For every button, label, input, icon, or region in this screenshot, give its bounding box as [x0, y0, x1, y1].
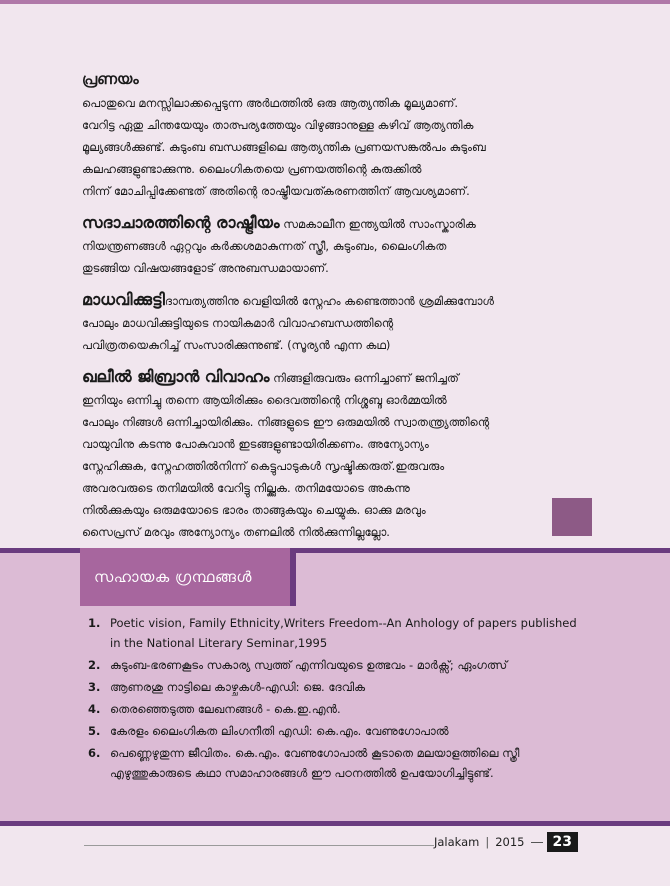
section-title: പ്രണയം	[82, 70, 139, 88]
reference-number: 4.	[88, 702, 101, 716]
reference-text: പെണ്ണെഴുതുന്ന ജീവിതം. കെ.എം. വേണുഗോപാൽ കൂടാതെ മലയാളത്തിലെ സ്ത്രീ എഴുത്തുകാരുടെ കഥാ സമാഹാരങ്ങൾ ഈ പഠനത്തിൽ ഉപയോഗിച്ചിട്ടുണ്ട്.	[110, 746, 520, 780]
paragraph-line: നിൽക്കുകയും ഒരുമയോടെ ഭാരം താങ്ങുകയും ചെയ്യുക. ഓക്കു മരവും	[82, 503, 426, 517]
decorative-accent-box	[552, 498, 592, 536]
paragraph-first-line	[82, 366, 594, 389]
reference-item	[88, 655, 588, 675]
footer-rule	[84, 845, 434, 846]
section-sadacharam	[82, 212, 594, 279]
reference-number: 3.	[88, 680, 101, 694]
references-title: സഹായക ഗ്രന്ഥങ്ങൾ	[94, 568, 252, 586]
reference-text: കുടുംബ-ഭരണകൂടം സകാര്യ സ്വത്ത് എന്നിവയുടെ ഉത്ഭവം - മാർക്സ്; ഏംഗത്സ്	[110, 658, 508, 672]
paragraph-line: ഇനിയും ഒന്നിച്ചു തന്നെ ആയിരിക്കും ദൈവത്തിന്റെ നിശ്ശബ്ദ ഓർമ്മയിൽ	[82, 393, 447, 407]
paragraph-line: പോലും നിങ്ങൾ ഒന്നിച്ചായിരിക്കും. നിങ്ങളുടെ ഈ ഒരുമയിൽ സ്വാതന്ത്ര്യത്തിന്റെ	[82, 415, 490, 429]
reference-number: 5.	[88, 724, 101, 738]
inline-heading: മാധവിക്കുട്ടി	[82, 290, 165, 309]
article-body	[82, 68, 594, 553]
reference-text: തെരഞ്ഞെടുത്ത ലേഖനങ്ങൾ - കെ.ഇ.എൻ.	[110, 702, 341, 716]
publication-name: Jalakam	[433, 835, 480, 849]
paragraph-line: നിയന്ത്രണങ്ങൾ ഏറ്റവും കർക്കശമാകുന്നത് സ്ത്രീ, കുടുംബം, ലൈംഗികത	[82, 239, 447, 253]
paragraph-line: വായുവിനു കടന്നു പോകുവാൻ ഇടങ്ങളുണ്ടായിരിക്കണം. അന്യോന്യം	[82, 437, 429, 451]
paragraph-line: സൈപ്രസ് മരവും അന്യോന്യം തണലിൽ നിൽക്കുന്നില്ലല്ലോ.	[82, 525, 390, 539]
references-panel	[0, 548, 670, 826]
paragraph-line: നിന്ന് മോചിപ്പിക്കേണ്ടത് അതിന്റെ രാഷ്ട്രീയവത്കരണത്തിന് ആവശ്യമാണ്.	[82, 184, 470, 198]
paragraph-line: പൊതുവെ മനസ്സിലാക്കപ്പെടുന്ന അർഥത്തിൽ ഒരു ആത്യന്തിക മൂല്യമാണ്.	[82, 96, 459, 110]
reference-number: 6.	[88, 746, 101, 760]
references-list	[88, 613, 588, 785]
section-gibran	[82, 366, 594, 543]
top-rule	[0, 0, 670, 4]
paragraph-line: അവരവരുടെ തനിമയിൽ വേറിട്ടു നില്ക്കുക. തനിമയോടെ അകന്നു	[82, 481, 410, 495]
reference-item	[88, 743, 588, 783]
paragraph-line: പോലും മാധവിക്കുട്ടിയുടെ നായികമാർ വിവാഹബന്ധത്തിന്റെ	[82, 316, 394, 330]
reference-text: കേരളം ലൈംഗികത ലിംഗനീതി എഡി: കെ.എം. വേണുഗോപാൽ	[110, 724, 449, 738]
inline-heading: സദാചാരത്തിന്റെ രാഷ്ട്രീയം	[82, 213, 280, 232]
paragraph-first-line	[82, 289, 594, 312]
paragraph-line: തുടങ്ങിയ വിഷയങ്ങളോട് അനുബന്ധമായാണ്.	[82, 261, 329, 275]
reference-text: Poetic vision, Family Ethnicity,Writers Freedom--An Anhology of papers published in the National Literary Seminar,1995	[110, 616, 577, 650]
paragraph-text: നിങ്ങളിരുവരും ഒന്നിച്ചാണ് ജനിച്ചത്	[273, 371, 459, 385]
page-number: 23	[547, 832, 578, 852]
paragraph-first-line	[82, 212, 594, 235]
paragraph-text: സമകാലീന ഇന്ത്യയിൽ സാംസ്കാരിക	[283, 217, 476, 231]
reference-text: ആണരശു നാട്ടിലെ കാഴ്ചകൾ-എഡി: ജെ. ദേവിക	[110, 680, 366, 694]
reference-number: 2.	[88, 658, 101, 672]
publication-year: 2015	[495, 835, 525, 849]
reference-item	[88, 699, 588, 719]
footer-separator: |	[485, 835, 490, 849]
reference-item	[88, 613, 588, 653]
reference-number: 1.	[88, 616, 101, 630]
paragraph-line: പവിത്രതയെകുറിച്ച് സംസാരിക്കുന്നുണ്ട്. (സൂര്യൻ എന്ന കഥ)	[82, 338, 391, 352]
paragraph-line: കലഹങ്ങളുണ്ടാക്കുന്നു. ലൈംഗികതയെ പ്രണയത്തിന്റെ കുരുക്കിൽ	[82, 162, 422, 176]
reference-item	[88, 721, 588, 741]
inline-heading: ഖലീൽ ജിബ്രാൻ വിവാഹം	[82, 367, 270, 386]
footer-dash	[531, 842, 543, 843]
section-madhavikutty	[82, 289, 594, 356]
paragraph-text: ദാമ്പത്യത്തിനു വെളിയിൽ സ്നേഹം കണ്ടെത്താൻ ശ്രമിക്കുമ്പോൾ	[164, 294, 494, 308]
references-title-tab	[80, 548, 296, 606]
paragraph-line: സ്നേഹിക്കുക, സ്നേഹത്തിൽനിന്ന് കെട്ടുപാടുകൾ സൃഷ്ടിക്കരുത്.ഇരുവരും	[82, 459, 445, 473]
page-footer	[434, 832, 578, 852]
reference-item	[88, 677, 588, 697]
paragraph-line: വേറിട്ട ഏതു ചിന്തയേയും താത്പര്യത്തേയും വിഴുങ്ങാനുള്ള കഴിവ് ആത്യന്തിക	[82, 118, 474, 132]
section-pranayam	[82, 68, 594, 202]
paragraph-line: മൂല്യങ്ങൾക്കുണ്ട്. കുടുംബ ബന്ധങ്ങളിലെ ആത്യന്തിക പ്രണയസങ്കൽപം കുടുംബ	[82, 140, 486, 154]
